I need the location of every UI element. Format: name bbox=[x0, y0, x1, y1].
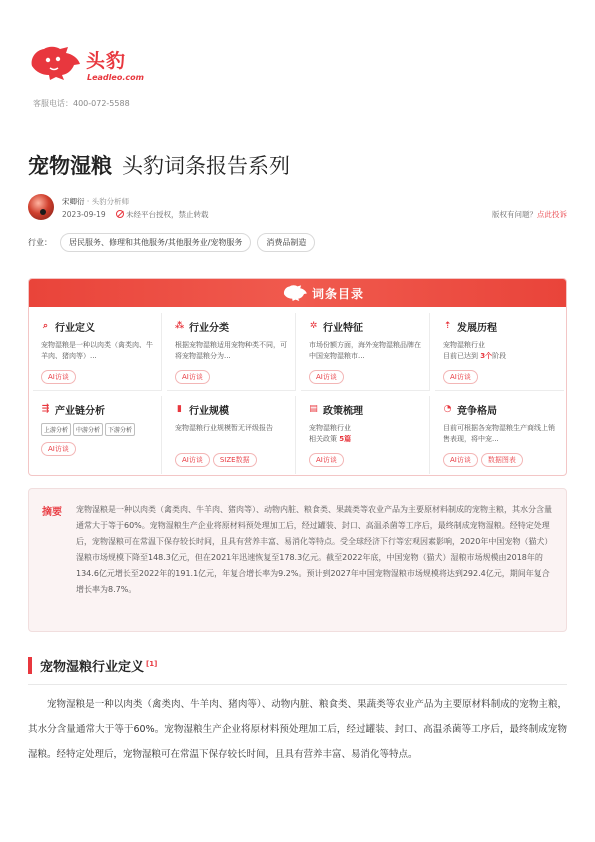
catalog-item-features[interactable] bbox=[301, 313, 430, 391]
publish-date: 2023-09-19 bbox=[62, 210, 106, 219]
meta-line bbox=[62, 209, 208, 220]
definition-icon: ⌕ bbox=[42, 321, 49, 331]
catalog-header bbox=[29, 279, 566, 307]
scale-icon: ▮ bbox=[177, 404, 182, 414]
section-title-text: 宠物湿粮行业定义 bbox=[40, 660, 145, 675]
industry-tag[interactable]: 居民服务、修理和其他服务/其他服务业/宠物服务 bbox=[60, 233, 251, 252]
catalog-item-title: 行业规模 bbox=[189, 406, 229, 417]
desc-highlight: 3个 bbox=[480, 352, 493, 360]
section-title bbox=[40, 656, 157, 675]
section-paragraph: 宠物湿粮是一种以肉类（禽类肉、牛羊肉、猪肉等）、动物内脏、粮食类、果蔬类等农业产品为主要原材料制成的宠物主粮，其水分含量通常大于等于60%。宠物湿粮生产企业将原材料预处理加工后，经过罐装、封口、高温杀菌等工序后，最终制成宠物湿粮。经特定处理后，宠物湿粮可在常温下保存较长时间，且具有营养丰富、易消化等特点。 bbox=[28, 699, 567, 760]
catalog-item-desc: 目前可根据各宠物湿粮生产商线上销售表现，将中宠... bbox=[443, 424, 555, 443]
footnote-ref[interactable]: [1] bbox=[146, 659, 158, 668]
title-sub: 头豹词条报告系列 bbox=[122, 154, 290, 178]
competition-icon: ◔ bbox=[443, 404, 452, 414]
desc-highlight: 5篇 bbox=[339, 435, 352, 443]
industry-label: 行业： bbox=[28, 237, 52, 247]
catalog-item-chain[interactable] bbox=[33, 396, 162, 474]
ai-interview-button[interactable]: AI访谈 bbox=[175, 453, 210, 467]
catalog-item-policy[interactable] bbox=[301, 396, 430, 474]
copyright-complaint bbox=[492, 209, 567, 220]
catalog-item-scale[interactable] bbox=[167, 396, 296, 474]
copyright-question: 版权有问题？ bbox=[492, 210, 537, 219]
midstream-tag[interactable]: 中游分析 bbox=[73, 423, 103, 436]
brand-name: 头豹 bbox=[86, 50, 127, 72]
desc-text: 宠物湿粮行业 bbox=[443, 341, 485, 349]
leopard-logo-icon bbox=[28, 44, 82, 82]
history-icon: ⇡ bbox=[443, 321, 452, 331]
author-line bbox=[62, 196, 129, 207]
chain-icon: ⇶ bbox=[41, 404, 50, 414]
catalog-title: 词条目录 bbox=[312, 287, 365, 301]
ai-interview-button[interactable]: AI访谈 bbox=[443, 370, 478, 384]
classification-icon: ⁂ bbox=[175, 321, 185, 331]
catalog-item-title: 竞争格局 bbox=[457, 406, 497, 417]
catalog-item-desc: 宠物湿粮行业规模暂无评级报告 bbox=[175, 424, 273, 432]
brand-logo[interactable] bbox=[28, 42, 148, 88]
section-accent-bar bbox=[28, 657, 32, 674]
catalog-item-desc: 市场份额方面，海外宠物湿粮品牌在中国宠物湿粮市... bbox=[309, 341, 421, 360]
desc-text: 相关政策 bbox=[309, 435, 337, 443]
brand-domain: Leadleo.com bbox=[87, 73, 144, 82]
catalog-item-title: 行业定义 bbox=[55, 323, 95, 334]
ai-interview-button[interactable]: AI访谈 bbox=[309, 370, 344, 384]
hotline: 客服电话：400-072-5588 bbox=[33, 99, 130, 108]
industry-tag[interactable]: 消费品制造 bbox=[257, 233, 315, 252]
ai-interview-button[interactable]: AI访谈 bbox=[443, 453, 478, 467]
desc-text: 宠物湿粮行业 bbox=[309, 424, 351, 432]
title-main: 宠物湿粮 bbox=[28, 154, 112, 178]
ai-interview-button[interactable]: AI访谈 bbox=[41, 442, 76, 456]
catalog-item-title: 政策梳理 bbox=[323, 406, 363, 417]
ai-interview-button[interactable]: AI访谈 bbox=[175, 370, 210, 384]
catalog-item-desc: 根据宠物湿粮适用宠物种类不同，可将宠物湿粮分为... bbox=[175, 341, 287, 360]
desc-text: 目前已达到 bbox=[443, 352, 478, 360]
catalog-item-history[interactable] bbox=[435, 313, 564, 391]
section-divider bbox=[28, 684, 567, 685]
reprint-notice: 未经平台授权，禁止转载 bbox=[125, 210, 209, 219]
ai-interview-button[interactable]: AI访谈 bbox=[309, 453, 344, 467]
catalog-item-title: 行业特征 bbox=[323, 323, 363, 334]
author-name: 宋卿衍 bbox=[62, 197, 85, 206]
complaint-link[interactable]: 点此投诉 bbox=[537, 210, 567, 219]
abstract-label: 摘要 bbox=[42, 507, 62, 518]
catalog-item-desc bbox=[309, 423, 421, 445]
leopard-logo-icon bbox=[282, 284, 308, 302]
catalog-item-desc bbox=[443, 340, 556, 362]
catalog-panel bbox=[28, 278, 567, 476]
catalog-item-title: 行业分类 bbox=[189, 323, 229, 334]
data-chart-button[interactable]: 数据图表 bbox=[481, 453, 523, 467]
author-role: · 头豹分析师 bbox=[86, 197, 130, 206]
catalog-item-classification[interactable] bbox=[167, 313, 296, 391]
avatar bbox=[28, 194, 54, 220]
abstract-box bbox=[28, 488, 567, 632]
catalog-item-competition[interactable] bbox=[435, 396, 564, 474]
catalog-item-title: 发展历程 bbox=[457, 323, 497, 334]
policy-icon: ▤ bbox=[309, 404, 318, 414]
size-data-button[interactable]: SIZE数据 bbox=[213, 453, 257, 467]
catalog-item-definition[interactable] bbox=[33, 313, 162, 391]
desc-text: 阶段 bbox=[492, 352, 507, 360]
ai-interview-button[interactable]: AI访谈 bbox=[41, 370, 76, 384]
feature-icon: ✲ bbox=[309, 321, 318, 331]
catalog-item-desc: 宠物湿粮是一种以肉类（禽类肉、牛羊肉、猪肉等）... bbox=[41, 341, 153, 360]
ban-icon bbox=[116, 210, 124, 218]
upstream-tag[interactable]: 上游分析 bbox=[41, 423, 71, 436]
catalog-item-title: 产业链分析 bbox=[55, 406, 105, 417]
abstract-text: 宠物湿粮是一种以肉类（禽类肉、牛羊肉、猪肉等）、动物内脏、粮食类、果蔬类等农业产品为主要原材料制成的宠物主粮，其水分含量通常大于等于60%。宠物湿粮生产企业将原材料预处理加工后，经过罐装、封口、高温杀菌等工序后，最终制成宠物湿粮。经特定处理后，宠物湿粮可在常温下保存较长时间，且具有营养丰富、易消化等特点。受全球经济下行等宏观因素影响，2020年中国宠物（猫犬）湿粮市场规模下降至148.3亿元，但在2021年迅速恢复至178.3亿元。截至2022年底，中国宠物（猫犬）湿粮市场规模由2018年的134.6亿元增长至2022年的191.1亿元，年复合增长率为9.2%。预计到2027年中国宠物湿粮市场规模将达到292.4亿元，期间年复合增长率为8.7%。 bbox=[76, 505, 553, 594]
page-title bbox=[28, 150, 290, 180]
downstream-tag[interactable]: 下游分析 bbox=[105, 423, 135, 436]
industry-row bbox=[28, 232, 321, 252]
